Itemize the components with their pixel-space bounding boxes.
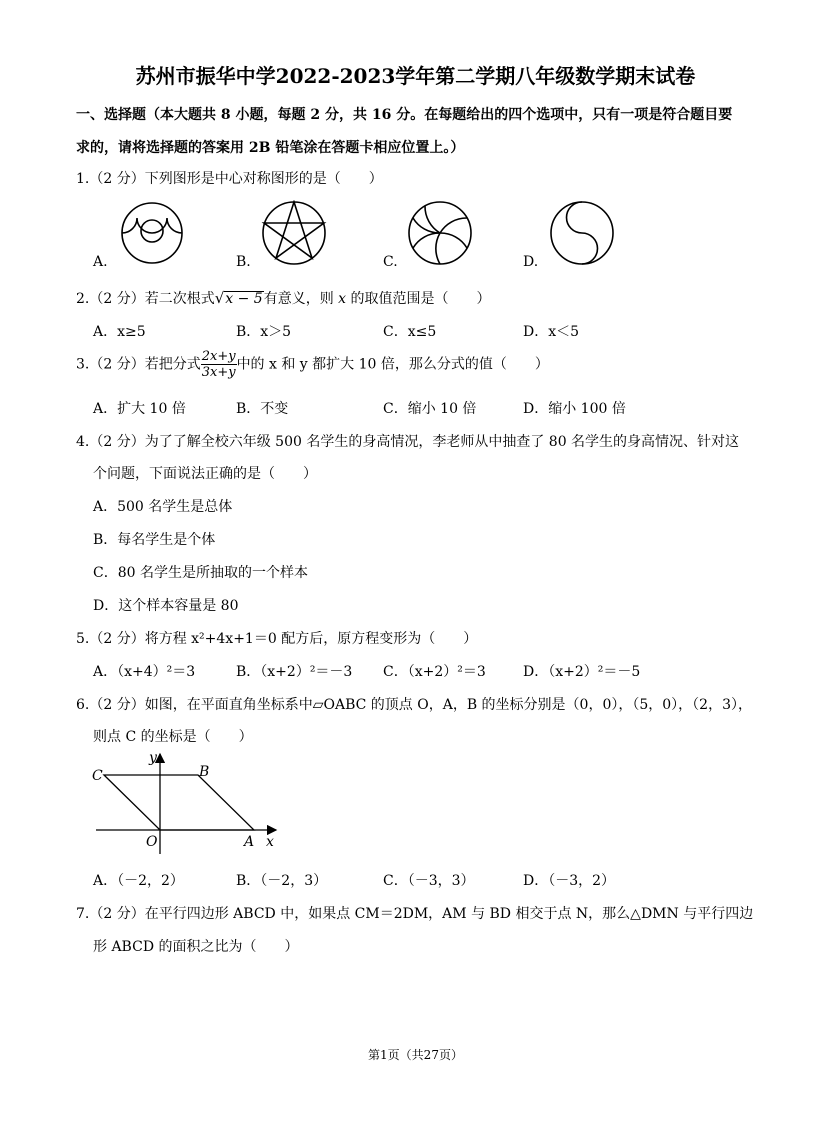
q1-option-d: D. [523, 254, 539, 270]
label-y: y [149, 750, 157, 766]
q2-option-a: A．x≥5 [93, 324, 146, 340]
figure-a-circle-arcs [122, 203, 182, 263]
q2-stem: 2.（2 分）若二次根式√x − 5有意义，则 x 的取值范围是（ ） [76, 289, 491, 307]
q3-option-a: A．扩大 10 倍 [93, 401, 186, 417]
q1-figures [120, 200, 640, 270]
q1-stem: 1.（2 分）下列图形是中心对称图形的是（ ） [76, 171, 383, 187]
q6-option-a: A．（－2，2） [93, 873, 184, 889]
label-x: x [266, 834, 274, 850]
q6-stem-line2: 则点 C 的坐标是（ ） [93, 729, 253, 745]
figure-d-taiji [551, 202, 613, 264]
q4-stem-line1: 4.（2 分）为了了解全校六年级 500 名学生的身高情况，李老师从中抽查了 80 名学生的身高情况、针对这 [76, 434, 740, 450]
q3-stem [76, 349, 549, 380]
q7-stem-line1: 7.（2 分）在平行四边形 ABCD 中，如果点 CM＝2DM，AM 与 BD 相交于点 N，那么△DMN 与平行四边 [76, 906, 754, 922]
q6-option-d: D．（－3，2） [523, 873, 616, 889]
q4-option-b: B．每名学生是个体 [93, 532, 216, 548]
q1-option-c: C. [383, 254, 398, 270]
q3-fraction [201, 349, 237, 380]
label-o: O [146, 834, 158, 850]
figure-c-trefoil [409, 202, 471, 264]
q2-stem-post-b: 的取值范围是（ ） [346, 291, 491, 307]
q1-option-b: B. [236, 254, 251, 270]
q3-denominator: 3x+y [201, 365, 236, 380]
q2-option-c: C．x≤5 [383, 324, 437, 340]
q6-option-b: B．（－2，3） [236, 873, 328, 889]
q5-option-c: C．（x+2）²＝3 [383, 664, 486, 680]
section-header-line1: 一、选择题（本大题共 8 小题，每题 2 分，共 16 分。在每题给出的四个选项中，只有一项是符合题目要 [76, 107, 733, 123]
q4-option-d: D．这个样本容量是 80 [93, 598, 239, 614]
q5-stem: 5.（2 分）将方程 x²+4x+1＝0 配方后，原方程变形为（ ） [76, 631, 478, 647]
q2-option-b: B．x＞5 [236, 324, 292, 340]
label-a: A [244, 834, 255, 850]
parallelogram-oabc [104, 775, 254, 830]
q3-option-d: D．缩小 100 倍 [523, 401, 626, 417]
q1-option-a: A. [93, 254, 108, 270]
q6-stem-line1: 6.（2 分）如图，在平面直角坐标系中▱OABC 的顶点 O，A，B 的坐标分别是（0，0），（5，0），（2，3）， [76, 697, 752, 713]
q6-option-c: C．（－3，3） [383, 873, 475, 889]
q7-stem-line2: 形 ABCD 的面积之比为（ ） [93, 939, 299, 955]
q3-option-b: B．不变 [236, 401, 289, 417]
q2-var-x: x [338, 291, 347, 307]
label-b: B [199, 764, 210, 780]
q4-option-a: A．500 名学生是总体 [93, 499, 233, 515]
q6-coordinate-figure [88, 748, 288, 856]
q4-stem-line2: 个问题，下面说法正确的是（ ） [93, 466, 317, 482]
q4-option-c: C．80 名学生是所抽取的一个样本 [93, 565, 308, 581]
q3-stem-pre: 3.（2 分）若把分式 [76, 356, 201, 373]
label-c: C [92, 768, 103, 784]
q2-radicand: x − 5 [225, 291, 263, 307]
q3-numerator: 2x+y [201, 349, 236, 364]
page-title: 苏州市振华中学2022-2023学年第二学期八年级数学期末试卷 [135, 64, 696, 88]
q5-option-b: B．（x+2）²＝－3 [236, 664, 353, 680]
q2-stem-pre: 2.（2 分）若二次根式 [76, 291, 215, 307]
q3-option-c: C．缩小 10 倍 [383, 401, 477, 417]
q3-stem-post: 中的 x 和 y 都扩大 10 倍，那么分式的值（ ） [236, 356, 549, 373]
section-header-line2: 求的，请将选择题的答案用 2B 铅笔涂在答题卡相应位置上。） [76, 140, 465, 156]
figure-b-pentagram [263, 202, 325, 264]
q5-option-d: D．（x+2）²＝－5 [523, 664, 641, 680]
q5-option-a: A．（x+4）²＝3 [93, 664, 196, 680]
q2-stem-post-a: 有意义，则 [263, 291, 339, 307]
q2-option-d: D．x＜5 [523, 324, 580, 340]
page-footer: 第1页（共27页） [368, 1048, 463, 1062]
